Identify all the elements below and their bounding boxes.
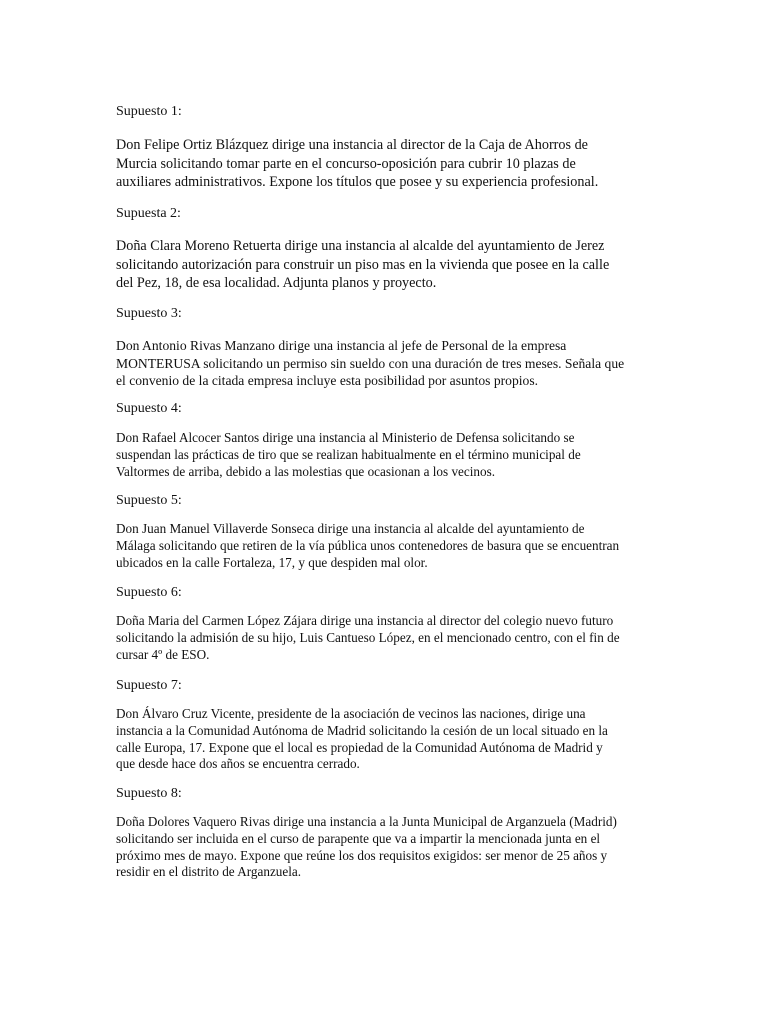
paragraph-line: Doña Maria del Carmen López Zájara dirige una instancia al director del colegio nuevo futuro xyxy=(116,613,614,628)
paragraph-line: instancia a la Comunidad Autónoma de Madrid solicitando la cesión de un local situado en la xyxy=(116,722,608,738)
paragraph-line: el convenio de la citada empresa incluye esta posibilidad por asuntos propios. xyxy=(116,373,539,388)
paragraph-line: Don Felipe Ortiz Blázquez dirige una instancia al director de la Caja de Ahorros de xyxy=(116,137,588,153)
section-heading-3: Supuesto 3: xyxy=(116,306,182,321)
paragraph-line: residir en el distrito de Arganzuela. xyxy=(116,864,302,880)
section-paragraph-2 xyxy=(116,237,664,293)
paragraph-line: cursar 4º de ESO. xyxy=(116,646,210,662)
paragraph-line: Málaga solicitando que retiren de la vía pública unos contenedores de basura que se encuentran xyxy=(116,537,620,553)
paragraph-line: solicitando ser incluida en el curso de parapente que va a impartir la mencionada junta en el xyxy=(116,830,601,846)
paragraph-line: Don Álvaro Cruz Vicente, presidente de la asociación de vecinos las naciones, dirige una xyxy=(116,706,586,721)
paragraph-line: MONTERUSA solicitando un permiso sin sueldo con una duración de tres meses. Señala que xyxy=(116,355,625,371)
section-heading-8: Supuesto 8: xyxy=(116,786,182,801)
paragraph-line: Doña Clara Moreno Retuerta dirige una instancia al alcalde del ayuntamiento de Jerez xyxy=(116,238,605,254)
section-paragraph-3 xyxy=(116,337,664,390)
paragraph-line: Don Rafael Alcocer Santos dirige una instancia al Ministerio de Defensa solicitando se xyxy=(116,430,575,445)
section-heading-2: Supuesta 2: xyxy=(116,206,181,221)
paragraph-line: solicitando la admisión de su hijo, Luis Cantueso López, en el mencionado centro, con el fin de xyxy=(116,629,620,645)
section-heading-7: Supuesto 7: xyxy=(116,678,182,693)
section-paragraph-8 xyxy=(116,814,664,881)
paragraph-line: que desde hace dos años se encuentra cerrado. xyxy=(116,756,360,772)
paragraph-line: Doña Dolores Vaquero Rivas dirige una instancia a la Junta Municipal de Arganzuela (Madrid) xyxy=(116,814,617,829)
section-paragraph-5 xyxy=(116,521,664,571)
paragraph-line: calle Europa, 17. Expone que el local es propiedad de la Comunidad Autónoma de Madrid y xyxy=(116,739,603,755)
paragraph-line: solicitando autorización para construir un piso mas en la vivienda que posee en la calle xyxy=(116,256,610,273)
paragraph-line: próximo mes de mayo. Expone que reúne los dos requisitos exigidos: ser menor de 25 años y xyxy=(116,847,608,863)
paragraph-line: suspendan las prácticas de tiro que se realizan habitualmente en el término municipal de xyxy=(116,446,581,462)
section-paragraph-1 xyxy=(116,136,664,192)
paragraph-line: Murcia solicitando tomar parte en el concurso-oposición para cubrir 10 plazas de xyxy=(116,155,576,172)
section-paragraph-7 xyxy=(116,706,664,773)
paragraph-line: Don Juan Manuel Villaverde Sonseca dirige una instancia al alcalde del ayuntamiento de xyxy=(116,521,585,536)
paragraph-line: auxiliares administrativos. Expone los títulos que posee y su experiencia profesional. xyxy=(116,174,599,190)
section-heading-1: Supuesto 1: xyxy=(116,104,182,119)
paragraph-line: del Pez, 18, de esa localidad. Adjunta planos y proyecto. xyxy=(116,275,437,291)
section-heading-4: Supuesto 4: xyxy=(116,401,182,416)
section-paragraph-6 xyxy=(116,613,664,663)
paragraph-line: ubicados en la calle Fortaleza, 17, y que despiden mal olor. xyxy=(116,554,428,570)
section-heading-5: Supuesto 5: xyxy=(116,493,182,508)
paragraph-line: Don Antonio Rivas Manzano dirige una instancia al jefe de Personal de la empresa xyxy=(116,338,567,353)
section-heading-6: Supuesto 6: xyxy=(116,585,182,600)
section-paragraph-4 xyxy=(116,430,664,480)
paragraph-line: Valtormes de arriba, debido a las molestias que ocasionan a los vecinos. xyxy=(116,463,496,479)
